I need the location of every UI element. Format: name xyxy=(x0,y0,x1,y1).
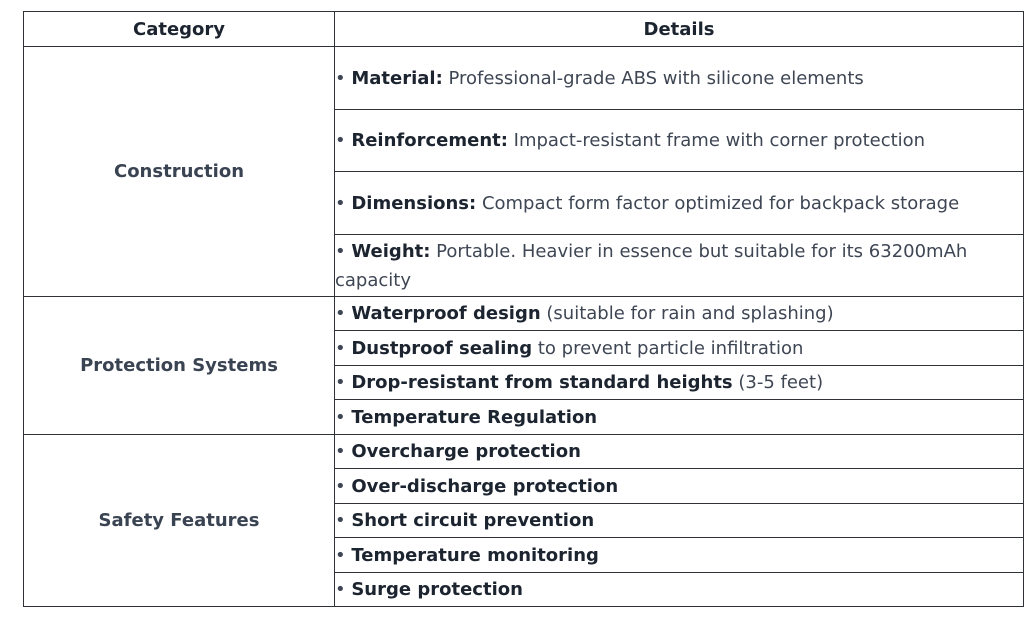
detail-text: Portable. Heavier in essence but suitable for its 63200mAh capacity xyxy=(335,240,968,291)
header-details: Details xyxy=(335,12,1024,47)
header-category: Category xyxy=(24,12,335,47)
bullet: • xyxy=(335,303,352,324)
detail-text: (suitable for rain and splashing) xyxy=(540,303,834,324)
bullet: • xyxy=(335,192,352,214)
detail-cell xyxy=(335,297,1024,331)
detail-label: Short circuit prevention xyxy=(351,510,595,531)
detail-cell xyxy=(335,235,1024,297)
detail-cell xyxy=(335,110,1024,172)
detail-cell xyxy=(335,331,1024,366)
detail-text: Impact-resistant frame with corner protection xyxy=(507,130,926,151)
detail-label: Over-discharge protection xyxy=(351,475,619,497)
detail-text: to prevent particle infiltration xyxy=(532,337,804,359)
detail-text: Compact form factor optimized for backpack storage xyxy=(476,192,960,214)
detail-cell xyxy=(335,573,1024,607)
detail-label: Dimensions: xyxy=(351,192,477,214)
bullet: • xyxy=(335,406,352,428)
bullet: • xyxy=(335,544,352,566)
detail-label: Surge protection xyxy=(351,579,523,600)
detail-label: Reinforcement: xyxy=(351,130,508,151)
bullet: • xyxy=(335,372,352,393)
detail-cell xyxy=(335,435,1024,469)
category-cell: Protection Systems xyxy=(24,297,335,435)
bullet: • xyxy=(335,337,352,359)
detail-label: Weight: xyxy=(351,240,431,262)
bullet: • xyxy=(335,475,352,497)
category-cell: Safety Features xyxy=(24,435,335,607)
detail-text: (3-5 feet) xyxy=(732,372,824,393)
detail-cell xyxy=(335,366,1024,400)
bullet: • xyxy=(335,579,352,600)
category-cell: Construction xyxy=(24,47,335,297)
detail-label: Temperature monitoring xyxy=(351,544,599,566)
detail-label: Overcharge protection xyxy=(351,441,581,462)
detail-cell xyxy=(335,172,1024,235)
bullet: • xyxy=(335,130,352,151)
detail-cell xyxy=(335,400,1024,435)
table-row xyxy=(24,297,1024,331)
detail-label: Dustproof sealing xyxy=(351,337,533,359)
detail-label: Temperature Regulation xyxy=(351,406,598,428)
detail-label: Material: xyxy=(351,67,443,89)
detail-label: Waterproof design xyxy=(351,303,541,324)
bullet: • xyxy=(335,240,352,262)
header-row xyxy=(24,12,1024,47)
detail-cell xyxy=(335,47,1024,110)
detail-cell xyxy=(335,538,1024,573)
bullet: • xyxy=(335,441,352,462)
detail-text: Professional-grade ABS with silicone elements xyxy=(442,67,864,89)
detail-label: Drop-resistant from standard heights xyxy=(351,372,733,393)
detail-cell xyxy=(335,504,1024,538)
detail-cell xyxy=(335,469,1024,504)
bullet: • xyxy=(335,67,352,89)
spec-table xyxy=(23,11,1024,607)
table-row xyxy=(24,435,1024,469)
bullet: • xyxy=(335,510,352,531)
table-row xyxy=(24,47,1024,110)
